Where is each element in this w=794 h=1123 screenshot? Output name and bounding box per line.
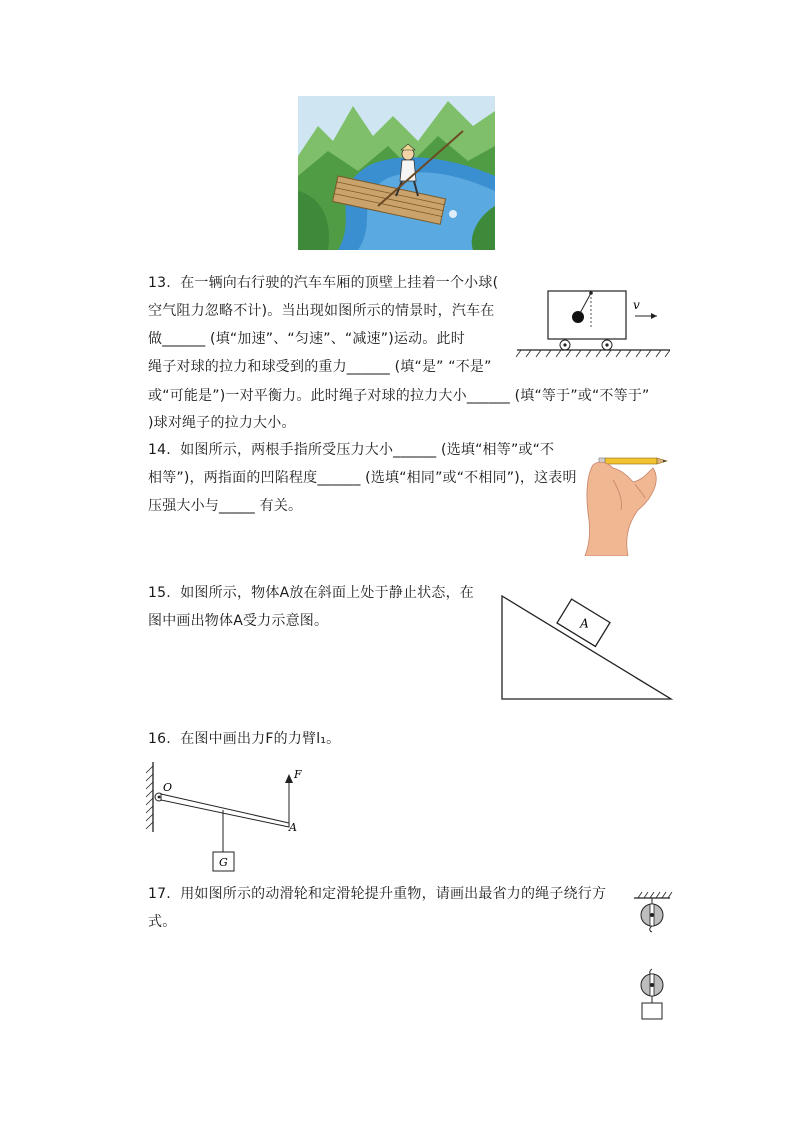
q13-line-6: )球对绳子的拉力大小。 — [148, 415, 296, 431]
q14-line-2: 相等”)，两指面的凹陷程度______ (选填“相同”或“不相同”)，这表明 — [148, 470, 577, 486]
q15-line-1: 15. 如图所示，物体A放在斜面上处于静止状态，在 — [148, 585, 474, 601]
raft-river-illustration — [298, 96, 495, 250]
q17-number: 17. — [148, 886, 171, 902]
q13-line-3: 做______ (填“加速”、“匀速”、“减速”)运动。此时 — [148, 331, 465, 347]
q16-pivot-label: O — [163, 781, 173, 794]
q16-weight-label: G — [219, 856, 228, 869]
q13-velocity-label: v — [633, 298, 640, 312]
q13-line-2: 空气阻力忽略不计)。当出现如图所示的情景时，汽车在 — [148, 303, 495, 319]
q13-car-pendulum-figure — [515, 285, 675, 360]
q13-line-4: 绳子对球的拉力和球受到的重力______ (填“是” “不是” — [148, 359, 492, 375]
q17-line-2: 式。 — [148, 914, 177, 930]
q14-line-3: 压强大小与_____ 有关。 — [148, 498, 303, 514]
q16-number: 16. — [148, 731, 171, 747]
q14-fingers-pencil-figure — [583, 450, 678, 556]
q14-line-1: 14. 如图所示，两根手指所受压力大小______ (选填“相等”或“不 — [148, 442, 555, 458]
q15-block-label: A — [580, 616, 589, 631]
q13-line-1: 13. 在一辆向右行驶的汽车车厢的顶壁上挂着一个小球( — [148, 275, 499, 291]
q16-line: 16. 在图中画出力F的力臂l₁。 — [148, 731, 341, 747]
q15-number: 15. — [148, 585, 171, 601]
q13-line-5: 或“可能是”)一对平衡力。此时绳子对球的拉力大小______ (填“等于”或“不等于” — [148, 388, 650, 404]
q16-end-label: A — [289, 821, 297, 834]
q16-lever-figure — [143, 760, 313, 875]
q17-line-1: 17. 用如图所示的动滑轮和定滑轮提升重物，请画出最省力的绳子绕行方 — [148, 886, 607, 902]
q14-number: 14. — [148, 442, 171, 458]
q13-number: 13. — [148, 275, 171, 291]
load-box — [642, 1003, 662, 1019]
q16-force-label: F — [294, 768, 302, 781]
q15-line-2: 图中画出物体A受力示意图。 — [148, 613, 329, 629]
q17-pulley-system-figure — [630, 890, 674, 1025]
q15-incline-block-figure — [498, 592, 676, 702]
